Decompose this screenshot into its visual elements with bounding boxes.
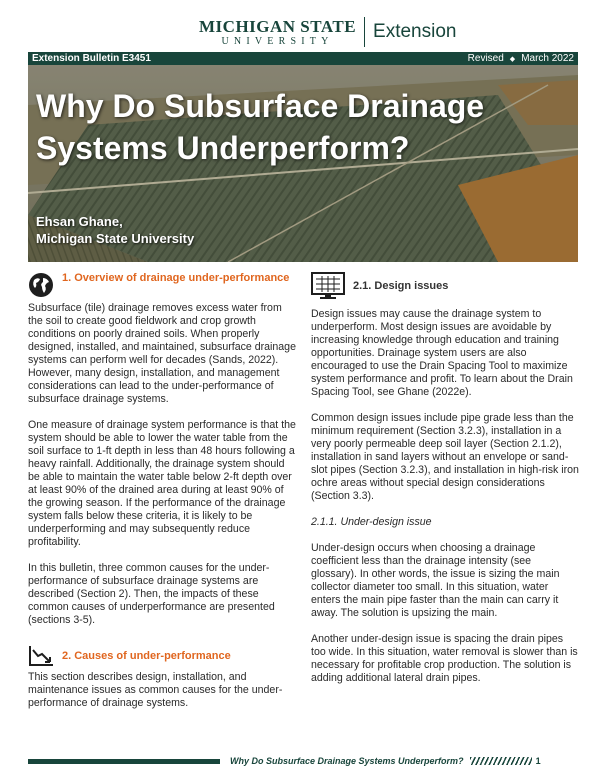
section-2-1-title: 2.1. Design issues [353, 280, 449, 292]
section-1-title: 1. Overview of drainage under-performance [62, 272, 290, 284]
footer-title: Why Do Subsurface Drainage Systems Underperform? [230, 756, 464, 766]
paragraph: Design issues may cause the drainage system to underperform. Most design issues are avoidable by increasing knowledge through education and training opportunities. Drainage system users are also encouraged to use the Drain Spacing Tool to maximize system performance and profit. To learn about the Drain Spacing Tool, see Ghane (2022e). [311, 308, 573, 398]
bulletin-title: Why Do Subsurface Drainage Systems Underperform? [36, 88, 485, 166]
page-number: 1 [535, 756, 541, 766]
monitor-grid-icon [311, 272, 345, 300]
author-affiliation: Michigan State University [36, 231, 195, 246]
revision-info [468, 53, 578, 64]
revision-date: March 2022 [521, 53, 574, 64]
hero-banner [28, 65, 578, 262]
paragraph: Subsurface (tile) drainage removes excess water from the soil to create good fieldwork and crop growth conditions on poorly drained soils. When properly designed, installed, and maintained, subsurface drainage systems can perform well for decades (Sands, 2022). However, many design, installation, and management considerations can lead to the under-performance of subsurface drainage systems. [28, 302, 296, 405]
section-2-title: 2. Causes of under-performance [62, 650, 231, 662]
diamond-separator-icon: ◆ [509, 55, 516, 63]
footer-bar [28, 759, 220, 764]
paragraph: Under-design occurs when choosing a drainage coefficient less than the drainage intensity (see glossary). In other words, the issue is sizing the main collector diameter too small. In this situation, water enters the main pipe faster than the main can carry it away. The solution is upsizing the main. [311, 542, 560, 619]
paragraph: Another under-design issue is spacing the drain pipes too wide. In this situation, water removal is slower than is necessary for profitable crop production. The solution is adding additional lateral drain pipes. [311, 633, 578, 684]
bulletin-bar [28, 52, 578, 65]
logo-line2: UNIVERSITY [221, 35, 334, 47]
paragraph: One measure of drainage system performance is that the system should be able to lower the water table from the soil surface to 1-ft depth in less than 48 hours following a heavy rainfall. Additionally, the drainage system should be able to maintain the water table below 2-ft depth over at least 90% of the drained area during at least 90% of the growing season. If the performance of the drainage system falls below these criteria, it is likely to be underperforming and may subsequently reduce profitability. [28, 419, 296, 548]
msu-extension-logo [199, 16, 456, 48]
revised-label: Revised [467, 53, 504, 64]
bulletin-number: Extension Bulletin E3451 [32, 53, 151, 64]
author-block [36, 213, 194, 247]
footer-hatch [470, 757, 532, 765]
msu-wordmark [199, 18, 356, 47]
section-2-1-heading [311, 272, 579, 300]
left-column [28, 272, 296, 723]
logo-extension: Extension [373, 21, 457, 42]
section-1-heading [28, 272, 296, 298]
page-footer [28, 755, 578, 767]
globe-icon [28, 272, 54, 298]
paragraph: This section describes design, installation, and maintenance issues as common causes for the under-performance of drainage systems. [28, 671, 283, 709]
right-column [311, 272, 579, 698]
logo-divider [364, 17, 365, 47]
section-2-heading [28, 645, 296, 667]
author-name: Ehsan Ghane, [36, 214, 123, 229]
paragraph: In this bulletin, three common causes for the under-performance of subsurface drainage systems are described (Section 2). Then, the impacts of these common causes of underperformance are presented (sections 3-5). [28, 562, 275, 626]
decline-chart-icon [28, 645, 54, 667]
paragraph: Common design issues include pipe grade less than the minimum requirement (Section 3.2.3), installation in a very poorly permeable deep soil layer (Section 2.1.2), installation in sand layers without an envelope or sand-slot pipes (Section 3.2.3), and installation in high-risk iron ochre areas without special design considerations (Section 3.3). [311, 412, 579, 502]
subsection-2-1-1-title: 2.1.1. Under-design issue [311, 516, 432, 528]
logo-line1: MICHIGAN STATE [199, 16, 357, 36]
